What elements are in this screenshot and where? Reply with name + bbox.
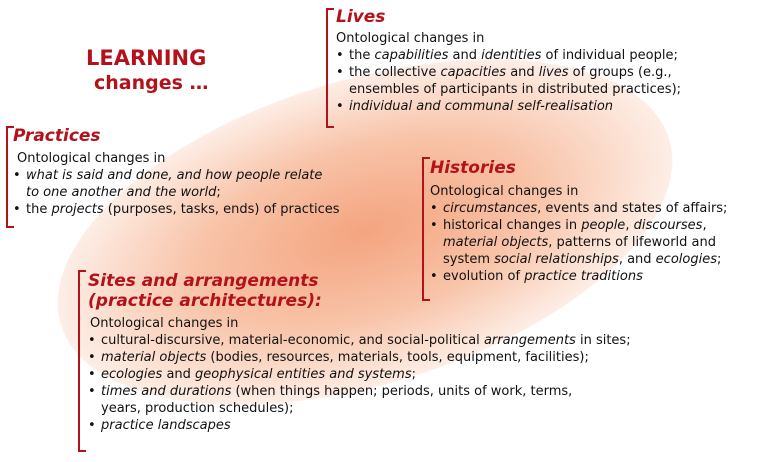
list-item-text: discourses	[633, 218, 703, 233]
lives-bracket	[326, 8, 334, 128]
list-item-text: ;	[716, 252, 722, 267]
sites-heading-line1: Sites and arrangements	[88, 271, 319, 291]
list-item-text: system	[443, 252, 495, 267]
list-item-text: the	[349, 48, 375, 63]
list-item-text: (bodies, resources, materials, tools, equipment, facilities);	[206, 350, 589, 365]
list-item-text: and	[162, 367, 196, 382]
list-item	[336, 47, 681, 64]
practices-list	[13, 167, 340, 218]
learning-title: LEARNING	[86, 46, 207, 70]
sites-bracket	[78, 270, 86, 452]
list-item	[336, 64, 681, 81]
list-item-text: the	[26, 202, 52, 217]
sites-heading-line2: (practice architectures):	[88, 291, 322, 311]
list-item-text: individual and communal self-realisation	[349, 99, 614, 114]
list-item-text: ;	[411, 367, 416, 382]
lives-heading: Lives	[336, 7, 386, 27]
list-item-text: (when things happen; periods, units of work, terms,	[231, 384, 573, 399]
list-item-text: projects	[51, 202, 104, 217]
practices-heading: Practices	[13, 126, 101, 146]
list-item-text: practice landscapes	[101, 418, 231, 433]
list-item-text: to one another and the world	[26, 185, 217, 200]
list-item-text: , events and states of affairs;	[537, 201, 728, 216]
list-item-text: evolution of	[443, 269, 525, 284]
list-item-text: the collective	[349, 65, 441, 80]
list-item-text: what is said and done, and how people relate	[26, 168, 323, 183]
list-item-text: capacities	[440, 65, 507, 80]
list-item-text: , patterns of lifeworld and	[548, 235, 717, 250]
list-item-text: in sites;	[575, 333, 631, 348]
list-item	[88, 366, 631, 383]
list-item	[88, 400, 631, 417]
sites-list	[88, 332, 631, 434]
list-item-text: of individual people;	[541, 48, 678, 63]
list-item	[336, 81, 681, 98]
list-item	[88, 417, 631, 434]
list-item-text: ,	[625, 218, 634, 233]
list-item-text: , and	[618, 252, 656, 267]
list-item	[430, 251, 727, 268]
list-item-text: ensembles of participants in distributed practices);	[349, 82, 682, 97]
list-item-text: historical changes in	[443, 218, 582, 233]
list-item-text: circumstances	[443, 201, 538, 216]
list-item-text: arrangements	[483, 333, 576, 348]
list-item-text: social relationships	[494, 252, 619, 267]
list-item	[88, 349, 631, 366]
list-item-text: and	[506, 65, 539, 80]
list-item	[13, 184, 340, 201]
list-item	[88, 332, 631, 349]
list-item-text: ecologies	[655, 252, 717, 267]
list-item-text: material objects	[101, 350, 207, 365]
list-item-text: ;	[216, 185, 221, 200]
list-item-text: times and durations	[101, 384, 232, 399]
lives-section	[336, 7, 681, 115]
sites-intro: Ontological changes in	[90, 316, 239, 331]
learning-subtitle: changes …	[94, 72, 209, 94]
list-item	[13, 201, 340, 218]
practices-intro: Ontological changes in	[17, 151, 166, 166]
list-item-text: cultural-discursive, material-economic, and social-political	[101, 333, 484, 348]
list-item-text: ecologies	[101, 367, 163, 382]
list-item	[430, 217, 727, 234]
list-item-text: of groups (e.g.,	[568, 65, 672, 80]
sites-section	[88, 271, 631, 434]
list-item-text: material objects	[443, 235, 549, 250]
list-item-text: years, production schedules);	[101, 401, 294, 416]
lives-list	[336, 47, 681, 115]
list-item	[88, 383, 631, 400]
list-item-text: people	[581, 218, 626, 233]
practices-section	[13, 126, 340, 218]
list-item	[430, 200, 727, 217]
list-item-text: identities	[481, 48, 542, 63]
histories-section	[430, 158, 727, 285]
list-item-text: lives	[538, 65, 569, 80]
list-item	[430, 234, 727, 251]
list-item	[336, 98, 681, 115]
list-item-text: capabilities	[374, 48, 449, 63]
list-item-text: geophysical entities and systems	[195, 367, 412, 382]
lives-intro: Ontological changes in	[336, 31, 485, 46]
list-item-text: practice traditions	[524, 269, 643, 284]
histories-heading: Histories	[430, 158, 516, 178]
histories-intro: Ontological changes in	[430, 184, 579, 199]
list-item-text: (purposes, tasks, ends) of practices	[103, 202, 340, 217]
list-item	[13, 167, 340, 184]
list-item-text: and	[448, 48, 482, 63]
list-item-text: ,	[702, 218, 707, 233]
